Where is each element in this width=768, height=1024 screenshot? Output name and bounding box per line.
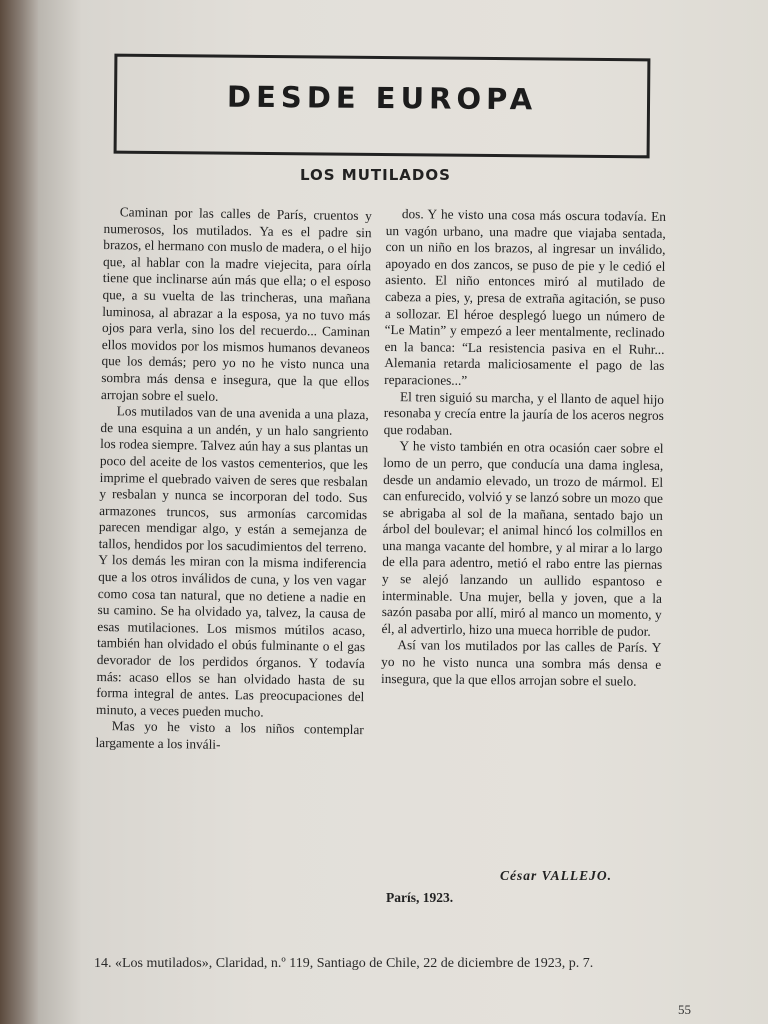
page-title: DESDE EUROPA	[226, 79, 538, 117]
paragraph: El tren siguió su marcha, y el llanto de aquel hijo resonaba y crecía entre la jauría de los aceros negros que rodaban.	[383, 388, 665, 438]
paragraph: Mas yo he visto a los niños contemplar largamente a los inváli-	[95, 718, 364, 752]
footnote: 14. «Los mutilados», Claridad, n.º 119, Santiago de Chile, 22 de diciembre de 1923, p. 7.	[94, 956, 594, 971]
article-column-left	[95, 204, 372, 756]
paragraph: Los mutilados van de una avenida a una plaza, de una esquina a un andén, y un halo sangriento los rodea siempre. Talvez aún hay a sus plantas un poco del aceite de los vastos cementerios, que les imprime el quebrado vaiven de seres que resbalan y resbalan y nunca se incorporan del todo. Sus armazones truncos, sus armonías carcomidas parecen mendigar algo, y están a semejanza de tallos, hendidos por los sacudimientos del terreno. Y los demás les miran con la misma indiferencia que a los otros inválidos de cuna, y los ven vagar como cosa tan natural, que no detiene a nadie en su camino. Se ha olvidado ya, talvez, la causa de esas mutilaciones. Los mismos mútilos acaso, también han olvidado el obús fulminante o el gas devorador de los perdidos órganos. Y todavía más: acaso ellos se han olvidado hasta de su forma integral de antes. Las preocupaciones del minuto, a veces pueden mucho.	[95, 403, 369, 720]
article-column-right	[381, 206, 666, 690]
place-date: París, 1923.	[386, 890, 454, 905]
paragraph: Caminan por las calles de París, cruentos y numerosos, los mutilados. Ya es el padre sin brazos, el hermano con muslo de madera, o el hijo que, al hablar con la madre viejecita, para oírla tiene que inclinarse aún más que ella; o el esposo que, a su vuelta de las trincheras, una mañana luminosa, al abrazar a la esposa, ya no tuvo más ojos para verla, sino los del recuerdo... Caminan ellos movidos por los mismos humanos devaneos que los demás; pero yo no he visto nunca una sombra más densa e insegura, que la que ellos arrojan sobre el suelo.	[100, 204, 372, 404]
book-gutter	[0, 0, 40, 1024]
paragraph: dos. Y he visto una cosa más oscura todavía. En un vagón urbano, una madre que viajaba sentada, con un niño en los brazos, al ingresar un inválido, apoyado en dos zancos, se puso de pie y le cedió el asiento. El niño entonces miró al mutilado de cabeza a pies, y, presa de extraña agitación, se puso a sollozar. El héroe desplegó luego un número de “Le Matin” y empezó a leer mentalmente, reclinado en la banca: “La resistencia pasiva en el Ruhr... Alemania retarda maliciosamente el pago de las reparaciones...”	[384, 206, 666, 388]
paragraph: Así van los mutilados por las calles de París. Y yo no he visto nunca una sombra más densa e insegura, que la que ellos arrojan sobre el suelo.	[380, 637, 662, 689]
article-subtitle: LOS MUTILADOS	[300, 166, 451, 184]
page-number: 55	[678, 1002, 691, 1017]
paragraph: Y he visto también en otra ocasión caer sobre el lomo de un perro, que conducía una dama inglesa, desde un andamio elevado, un trozo de mármol. El can enfurecido, volvió y se lanzó sobre un mozo que se abrigaba al sol de la mañana, sentado bajo un árbol del boulevar; el animal hincó los colmillos en una manga vacante del hombre, y al mirar a lo largo de ella para adentro, metió el rabo entre las piernas y se alejó lanzando un aullido espantoso e interminable. Una mujer, bella y joven, que a la sazón pasaba por allí, miró al manco un momento, y él, al advertirlo, hizo una mueca horrible de pudor.	[381, 438, 664, 639]
title-box	[114, 54, 651, 159]
author-signature: César VALLEJO.	[500, 868, 613, 883]
